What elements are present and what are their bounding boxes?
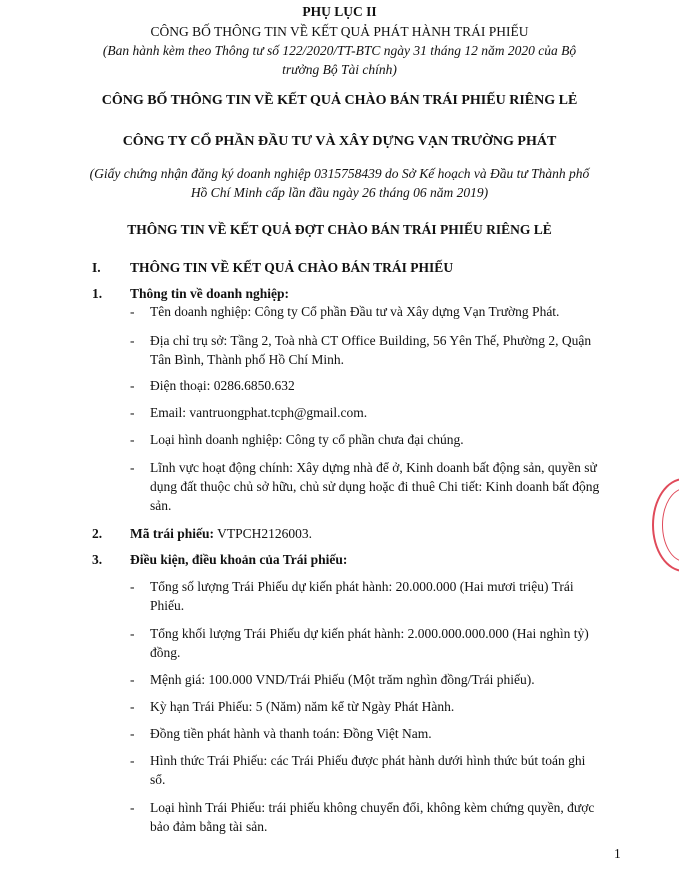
item3-title: Điều kiện, điều khoản của Trái phiếu: [130,552,348,567]
bullet-text: Đồng tiền phát hành và thanh toán: Đồng Việt Nam. [150,726,432,741]
header-title: CÔNG BỐ THÔNG TIN VỀ KẾT QUẢ PHÁT HÀNH TRÁI PHIẾU [150,24,529,39]
bullet-text: Hình thức Trái Phiếu: các Trái Phiếu được phát hành dưới hình thức bút toán ghi [150,753,586,768]
bullet-text: Loại hình Trái Phiếu: trái phiếu không chuyển đổi, không kèm chứng quyền, được [150,800,595,815]
bullet-text: Địa chỉ trụ sở: Tầng 2, Toà nhà CT Office Building, 56 Yên Thế, Phường 2, Quận [150,333,592,348]
bullet-text: Tổng khối lượng Trái Phiếu dự kiến phát hành: 2.000.000.000.000 (Hai nghìn tỷ) [150,626,589,641]
bullet-dash: - [130,432,135,447]
section-heading: THÔNG TIN VỀ KẾT QUẢ ĐỢT CHÀO BÁN TRÁI PHIẾU RIÊNG LẺ [127,222,552,237]
company-seal-stamp [652,478,679,572]
page-number: 1 [614,846,621,861]
bullet-text: Kỳ hạn Trái Phiếu: 5 (Năm) năm kể từ Ngày Phát Hành. [150,699,455,714]
item3-number: 3. [92,552,103,567]
bullet-dash: - [130,333,135,348]
bullet-dash: - [130,672,135,687]
seal-inner-ring [662,488,679,562]
bullet-text: Phiếu. [150,598,185,613]
main-title: CÔNG BỐ THÔNG TIN VỀ KẾT QUẢ CHÀO BÁN TRÁI PHIẾU RIÊNG LẺ [101,93,578,108]
issued-note-line1: (Ban hành kèm theo Thông tư số 122/2020/TT-BTC ngày 31 tháng 12 năm 2020 của Bộ [102,43,577,58]
bond-code-value: VTPCH2126003. [214,526,313,541]
bullet-text: Tên doanh nghiệp: Công ty Cổ phần Đầu tư và Xây dựng Vạn Trường Phát. [150,304,560,319]
bullet-text: sản. [150,498,172,513]
bullet-text: bảo đảm bằng tài sản. [150,819,268,834]
bullet-text: dụng đất thuộc chủ sở hữu, chủ sử dụng hoặc đi thuê Chi tiết: Kinh doanh bất động [150,479,600,494]
bullet-dash: - [130,800,135,815]
bullet-text: Điện thoại: 0286.6850.632 [150,378,295,393]
issued-note-line2: trưởng Bộ Tài chính) [282,62,397,77]
cert-line1: (Giấy chứng nhận đăng ký doanh nghiệp 0315758439 do Sở Kế hoạch và Đầu tư Thành phố [89,166,590,181]
bullet-dash: - [130,378,135,393]
bullet-dash: - [130,726,135,741]
bullet-dash: - [130,405,135,420]
bullet-dash: - [130,304,135,319]
item1-number: 1. [92,286,103,301]
bullet-text: Lĩnh vực hoạt động chính: Xây dựng nhà để ở, Kinh doanh bất động sản, quyền sử [150,460,597,475]
bond-code-label: Mã trái phiếu: [130,526,214,541]
cert-line2: Hồ Chí Minh cấp lần đầu ngày 26 tháng 06 năm 2019) [190,185,489,200]
bullet-text: Email: vantruongphat.tcph@gmail.com. [150,405,368,420]
bullet-text: đồng. [150,645,181,660]
bullet-dash: - [130,460,135,475]
item1-title: Thông tin về doanh nghiệp: [130,286,290,301]
bullet-text: Tổng số lượng Trái Phiếu dự kiến phát hành: 20.000.000 (Hai mươi triệu) Trái [150,579,574,594]
bullet-dash: - [130,699,135,714]
bullet-text: Mệnh giá: 100.000 VND/Trái Phiếu (Một trăm nghìn đồng/Trái phiếu). [150,672,535,687]
item2-number: 2. [92,526,103,541]
bullet-dash: - [130,579,135,594]
part1-title: THÔNG TIN VỀ KẾT QUẢ CHÀO BÁN TRÁI PHIẾU [130,260,454,275]
company-name: CÔNG TY CỔ PHẦN ĐẦU TƯ VÀ XÂY DỰNG VẠN TRƯỜNG PHÁT [122,134,557,149]
part1-number: I. [92,260,101,275]
bond-code [130,524,312,544]
bullet-text: Loại hình doanh nghiệp: Công ty cổ phần chưa đại chúng. [150,432,464,447]
bullet-dash: - [130,753,135,768]
bullet-dash: - [130,626,135,641]
bullet-text: Tân Bình, Thành phố Hồ Chí Minh. [150,352,344,367]
bullet-text: sổ. [150,772,166,787]
appendix-label: PHỤ LỤC II [302,4,377,19]
